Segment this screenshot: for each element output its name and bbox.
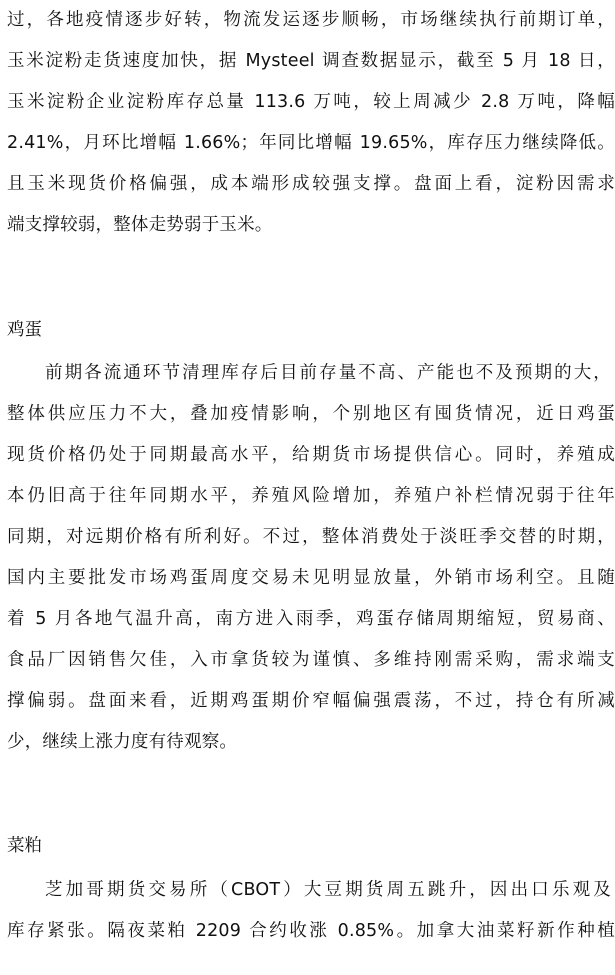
paragraph-line: 2.41%，月环比增幅 1.66%；年同比增幅 19.65%，库存压力继续降低。 [7, 133, 615, 153]
paragraph-line: 现货价格仍处于同期最高水平，给期货市场提供信心。同时，养殖成 [7, 445, 615, 465]
paragraph-line: 过，各地疫情逐步好转，物流发运逐步顺畅，市场继续执行前期订单， [7, 10, 615, 30]
paragraph-line: 芝加哥期货交易所（CBOT）大豆期货周五跳升，因出口乐观及 [45, 880, 611, 900]
paragraph-line: 库存紧张。隔夜菜粕 2209 合约收涨 0.85%。加拿大油菜籽新作种植 [7, 921, 615, 941]
paragraph-line: 少，继续上涨力度有待观察。 [7, 732, 238, 752]
paragraph-line: 玉米淀粉企业淀粉库存总量 113.6 万吨，较上周减少 2.8 万吨，降幅 [7, 92, 615, 112]
section-heading-eggs: 鸡蛋 [7, 320, 42, 340]
paragraph-line: 食品厂因销售欠佳，入市拿货较为谨慎、多维持刚需采购，需求端支 [7, 650, 615, 670]
paragraph-line: 本仍旧高于往年同期水平，养殖风险增加，养殖户补栏情况弱于往年 [7, 486, 615, 506]
paragraph-line: 整体供应压力不大，叠加疫情影响，个别地区有囤货情况，近日鸡蛋 [7, 404, 615, 424]
paragraph-line: 端支撑较弱，整体走势弱于玉米。 [7, 215, 273, 235]
paragraph-line: 国内主要批发市场鸡蛋周度交易未见明显放量，外销市场利空。且随 [7, 568, 615, 588]
paragraph-line: 撑偏弱。盘面来看，近期鸡蛋期价窄幅偏强震荡，不过，持仓有所减 [7, 691, 615, 711]
paragraph-line: 着 5 月各地气温升高，南方进入雨季，鸡蛋存储周期缩短，贸易商、 [7, 609, 615, 629]
section-heading-rapeseed-meal: 菜粕 [7, 836, 42, 856]
paragraph-line: 前期各流通环节清理库存后目前存量不高、产能也不及预期的大， [45, 363, 611, 383]
paragraph-line: 玉米淀粉走货速度加快，据 Mysteel 调查数据显示，截至 5 月 18 日， [7, 51, 615, 71]
paragraph-line: 且玉米现货价格偏强，成本端形成较强支撑。盘面上看，淀粉因需求 [7, 174, 615, 194]
paragraph-line: 同期，对远期价格有所利好。不过，整体消费处于淡旺季交替的时期， [7, 527, 615, 547]
